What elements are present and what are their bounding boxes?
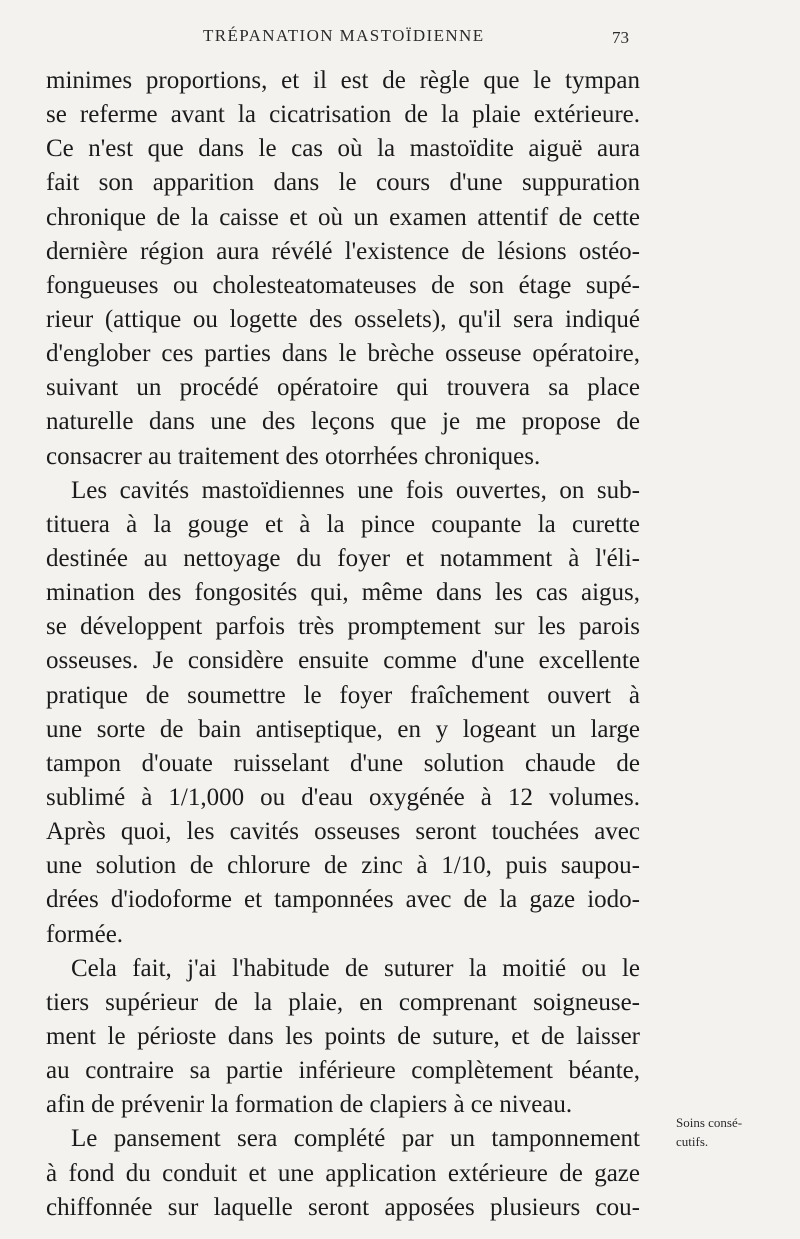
paragraph-start-line: Cela fait, j'ai l'habitude de suturer la moitié ou le (71, 954, 640, 982)
text-line: Après quoi, les cavités osseuses seront touchées avec (46, 818, 640, 846)
text-line: rieur (attique ou logette des osselets), qu'il sera indiqué (46, 305, 640, 333)
text-line: pratique de soumettre le foyer fraîchement ouvert à (46, 681, 640, 709)
margin-note-line: Soins consé- (676, 1115, 743, 1130)
text-line: se referme avant la cicatrisation de la plaie extérieure. (46, 101, 640, 129)
text-line: dernière région aura révélé l'existence de lésions ostéo- (46, 237, 640, 265)
text-line: tampon d'ouate ruisselant d'une solution chaude de (46, 749, 640, 777)
paragraph-start-line: Le pansement sera complété par un tamponnement (71, 1125, 640, 1153)
text-line: destinée au nettoyage du foyer et notamment à l'éli- (46, 544, 640, 572)
text-line: formée. (46, 920, 124, 948)
text-line: ment le périoste dans les points de suture, et de laisser (46, 1022, 640, 1050)
text-line: naturelle dans une des leçons que je me propose de (46, 408, 640, 436)
text-line: chronique de la caisse et où un examen attentif de cette (46, 203, 640, 231)
text-line: drées d'iodoforme et tamponnées avec de la gaze iodo- (46, 886, 640, 914)
text-line: mination des fongosités qui, même dans les cas aigus, (46, 579, 640, 607)
text-line: chiffonnée sur laquelle seront apposées plusieurs cou- (46, 1193, 640, 1221)
margin-note-line: cutifs. (676, 1134, 709, 1149)
text-line: tiers supérieur de la plaie, en comprenant soigneuse- (46, 988, 640, 1016)
text-line: une solution de chlorure de zinc à 1/10, puis saupou- (46, 852, 640, 880)
text-line: une sorte de bain antiseptique, en y logeant un large (46, 715, 640, 743)
text-line: consacrer au traitement des otorrhées chroniques. (46, 442, 541, 470)
text-line: afin de prévenir la formation de clapiers à ce niveau. (46, 1091, 573, 1119)
text-line: fongueuses ou cholesteatomateuses de son étage supé- (46, 271, 640, 299)
page-number: 73 (612, 28, 629, 47)
text-line: tituera à la gouge et à la pince coupante la curette (46, 510, 640, 538)
running-head (0, 26, 800, 56)
margin-note (676, 1113, 776, 1151)
text-line: fait son apparition dans le cours d'une suppuration (46, 169, 640, 197)
paragraph-start-line: Les cavités mastoïdiennes une fois ouvertes, on sub- (71, 476, 640, 504)
text-line: suivant un procédé opératoire qui trouvera sa place (46, 374, 640, 402)
text-line: à fond du conduit et une application extérieure de gaze (46, 1159, 640, 1187)
text-line: d'englober ces parties dans le brèche osseuse opératoire, (46, 340, 640, 368)
text-line: sublimé à 1/1,000 ou d'eau oxygénée à 12 volumes. (46, 783, 640, 811)
text-line: au contraire sa partie inférieure complètement béante, (46, 1057, 640, 1085)
body-text (46, 64, 640, 1225)
text-line: se développent parfois très promptement sur les parois (46, 613, 640, 641)
text-line: osseuses. Je considère ensuite comme d'une excellente (46, 647, 640, 675)
text-line: minimes proportions, et il est de règle que le tympan (46, 67, 640, 94)
text-line: Ce n'est que dans le cas où la mastoïdite aiguë aura (46, 135, 640, 163)
running-title: TRÉPANATION MASTOÏDIENNE (203, 26, 485, 45)
